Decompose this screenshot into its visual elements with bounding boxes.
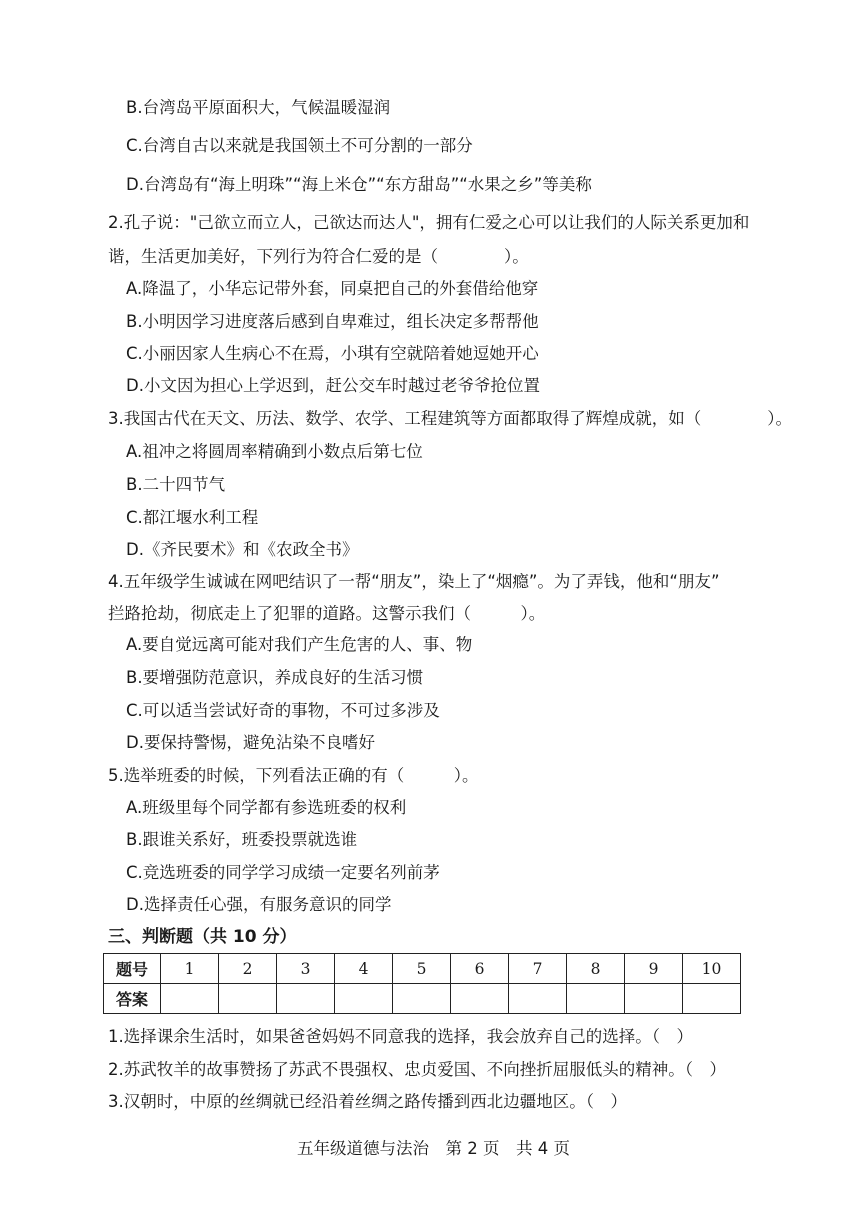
grid-answer-cell [509, 984, 567, 1014]
grid-answer-cell [625, 984, 683, 1014]
grid-header-number: 题号 [104, 954, 161, 984]
q4-option-b: B.要增强防范意识，养成良好的生活习惯 [126, 668, 424, 687]
grid-answer-cell [567, 984, 625, 1014]
grid-answer-cell [219, 984, 277, 1014]
q2-option-b: B.小明因学习进度落后感到自卑难过，组长决定多帮帮他 [126, 312, 539, 331]
q4-stem-line1: 4.五年级学生诚诚在网吧结识了一帮“朋友”，染上了“烟瘾”。为了弄钱，他和“朋友” [108, 572, 720, 591]
q2-option-d: D.小文因为担心上学迟到，赶公交车时越过老爷爷抢位置 [126, 376, 540, 395]
grid-number-5: 5 [393, 954, 451, 984]
grid-answer-cell [161, 984, 219, 1014]
grid-answer-cell [393, 984, 451, 1014]
page-footer: 五年级道德与法治 第 2 页 共 4 页 [297, 1139, 570, 1158]
q1-option-c: C.台湾自古以来就是我国领土不可分割的一部分 [126, 136, 473, 155]
q3-option-c: C.都江堰水利工程 [126, 508, 259, 527]
grid-number-7: 7 [509, 954, 567, 984]
judgement-item-1: 1.选择课余生活时，如果爸爸妈妈不同意我的选择，我会放弃自己的选择。（ ） [108, 1027, 693, 1046]
judgement-item-2: 2.苏武牧羊的故事赞扬了苏武不畏强权、忠贞爱国、不向挫折屈服低头的精神。（ ） [108, 1060, 726, 1079]
grid-answer-cell [277, 984, 335, 1014]
q1-option-d: D.台湾岛有“海上明珠”“海上米仓”“东方甜岛”“水果之乡”等美称 [126, 175, 592, 194]
grid-number-1: 1 [161, 954, 219, 984]
q3-option-b: B.二十四节气 [126, 475, 226, 494]
grid-number-9: 9 [625, 954, 683, 984]
q4-option-d: D.要保持警惕，避免沾染不良嗜好 [126, 733, 375, 752]
q2-option-c: C.小丽因家人生病心不在焉，小琪有空就陪着她逗她开心 [126, 344, 539, 363]
q5-option-d: D.选择责任心强，有服务意识的同学 [126, 895, 392, 914]
q2-stem-line1: 2.孔子说："己欲立而立人，己欲达而达人"，拥有仁爱之心可以让我们的人际关系更加和 [108, 213, 750, 232]
grid-answer-cell [335, 984, 393, 1014]
grid-number-4: 4 [335, 954, 393, 984]
judgement-item-3: 3.汉朝时，中原的丝绸就已经沿着丝绸之路传播到西北边疆地区。（ ） [108, 1092, 627, 1111]
q4-stem-line2: 拦路抢劫，彻底走上了犯罪的道路。这警示我们（ ）。 [108, 604, 546, 623]
q3-stem-line1: 3.我国古代在天文、历法、数学、农学、工程建筑等方面都取得了辉煌成就，如（ ）。 [108, 409, 792, 428]
q3-option-a: A.祖冲之将圆周率精确到小数点后第七位 [126, 442, 423, 461]
grid-answer-cell [451, 984, 509, 1014]
answer-grid [103, 953, 741, 1014]
q3-option-d: D.《齐民要术》和《农政全书》 [126, 540, 359, 559]
grid-number-6: 6 [451, 954, 509, 984]
answer-grid-number-row [104, 954, 741, 984]
q4-option-a: A.要自觉远离可能对我们产生危害的人、事、物 [126, 635, 473, 654]
q5-option-a: A.班级里每个同学都有参选班委的权利 [126, 798, 407, 817]
answer-grid-answer-row [104, 984, 741, 1014]
q5-option-b: B.跟谁关系好，班委投票就选谁 [126, 830, 358, 849]
grid-header-answer: 答案 [104, 984, 161, 1014]
section-title-judgement: 三、判断题（共 10 分） [108, 927, 297, 947]
grid-number-10: 10 [683, 954, 741, 984]
q5-option-c: C.竞选班委的同学学习成绩一定要名列前茅 [126, 863, 440, 882]
q2-option-a: A.降温了，小华忘记带外套，同桌把自己的外套借给他穿 [126, 279, 539, 298]
grid-number-8: 8 [567, 954, 625, 984]
q2-stem-line2: 谐，生活更加美好，下列行为符合仁爱的是（ ）。 [108, 247, 529, 266]
q1-option-b: B.台湾岛平原面积大，气候温暖湿润 [126, 98, 391, 117]
q4-option-c: C.可以适当尝试好奇的事物，不可过多涉及 [126, 701, 440, 720]
grid-answer-cell [683, 984, 741, 1014]
grid-number-3: 3 [277, 954, 335, 984]
grid-number-2: 2 [219, 954, 277, 984]
q5-stem-line1: 5.选举班委的时候，下列看法正确的有（ ）。 [108, 766, 479, 785]
